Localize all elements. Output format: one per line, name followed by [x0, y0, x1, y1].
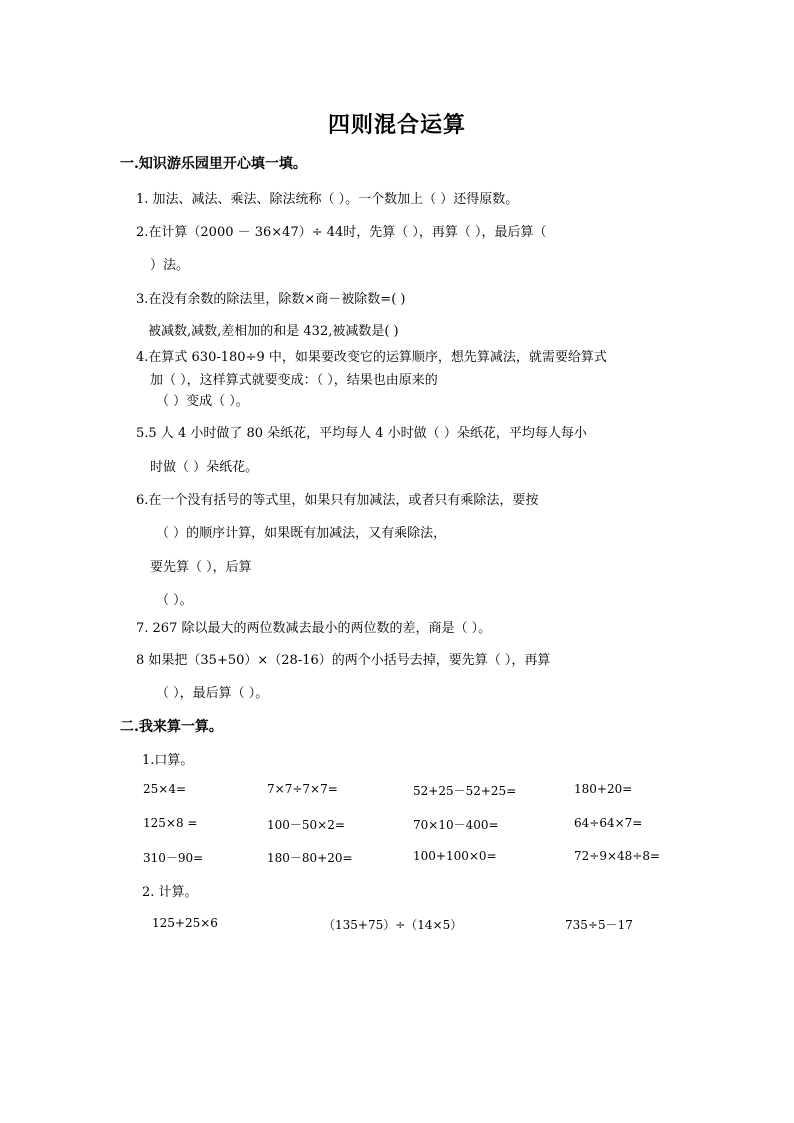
- oral-item: 70×10－400=: [413, 818, 499, 832]
- question-8-cont: （ ），最后算（ ）。: [156, 686, 269, 701]
- question-5: 5.5 人 4 小时做了 80 朵纸花，平均每人 4 小时做（ ）朵纸花，平均每人每小: [136, 426, 587, 441]
- question-7: 7. 267 除以最大的两位数减去最小的两位数的差，商是（ ）。: [136, 621, 492, 636]
- question-5-cont: 时做（ ）朵纸花。: [150, 460, 259, 475]
- oral-item: 180－80+20=: [267, 851, 353, 865]
- question-4-cont-2: （ ）变成（ ）。: [156, 394, 249, 409]
- section-1-heading: 一.知识游乐园里开心填一填。: [120, 156, 307, 172]
- question-6-cont-2: 要先算（ ），后算: [150, 560, 252, 575]
- calc-item: （135+75）÷（14×5）: [323, 918, 463, 932]
- question-4: 4.在算式 630-180÷9 中，如果要改变它的运算顺序，想先算减法，就需要给算式: [136, 350, 607, 365]
- question-3-sub: 被减数,减数,差相加的和是 432,被减数是( ): [148, 324, 399, 339]
- section-2-heading: 二.我来算一算。: [120, 719, 223, 735]
- oral-item: 100－50×2=: [267, 818, 345, 832]
- oral-item: 100+100×0=: [413, 849, 497, 863]
- oral-item: 72÷9×48÷8=: [574, 849, 661, 863]
- question-8: 8 如果把（35+50）×（28-16）的两个小括号去掉，要先算（ ），再算: [136, 653, 551, 668]
- oral-item: 52+25－52+25=: [413, 784, 517, 798]
- question-1: 1. 加法、减法、乘法、除法统称（ ）。一个数加上（ ）还得原数。: [136, 192, 519, 207]
- oral-item: 7×7÷7×7=: [267, 782, 338, 796]
- question-2: 2.在计算（2000 － 36×47）÷ 44时，先算（ ），再算（ ），最后算（: [136, 225, 547, 240]
- calc-label: 2. 计算。: [142, 885, 198, 900]
- question-4-cont-1: 加（ ），这样算式就要变成：（ ），结果也由原来的: [150, 373, 438, 388]
- oral-item: 64÷64×7=: [574, 816, 643, 830]
- oral-item: 125×8 =: [143, 816, 198, 830]
- question-6: 6.在一个没有括号的等式里，如果只有加减法，或者只有乘除法，要按: [136, 493, 539, 508]
- question-6-cont-1: （ ）的顺序计算，如果既有加减法，又有乘除法，: [156, 526, 447, 541]
- oral-item: 25×4=: [143, 782, 187, 796]
- question-3: 3.在没有余数的除法里，除数×商－被除数=( ): [136, 292, 406, 307]
- calc-item: 125+25×6: [152, 916, 218, 930]
- oral-item: 310－90=: [143, 851, 204, 865]
- calc-item: 735÷5－17: [565, 918, 633, 932]
- page-title: 四则混合运算: [327, 112, 466, 138]
- question-2-cont: ）法。: [150, 258, 190, 273]
- oral-item: 180+20=: [574, 782, 633, 796]
- question-6-cont-3: （ ）。: [156, 593, 193, 608]
- oral-calc-label: 1.口算。: [142, 753, 194, 768]
